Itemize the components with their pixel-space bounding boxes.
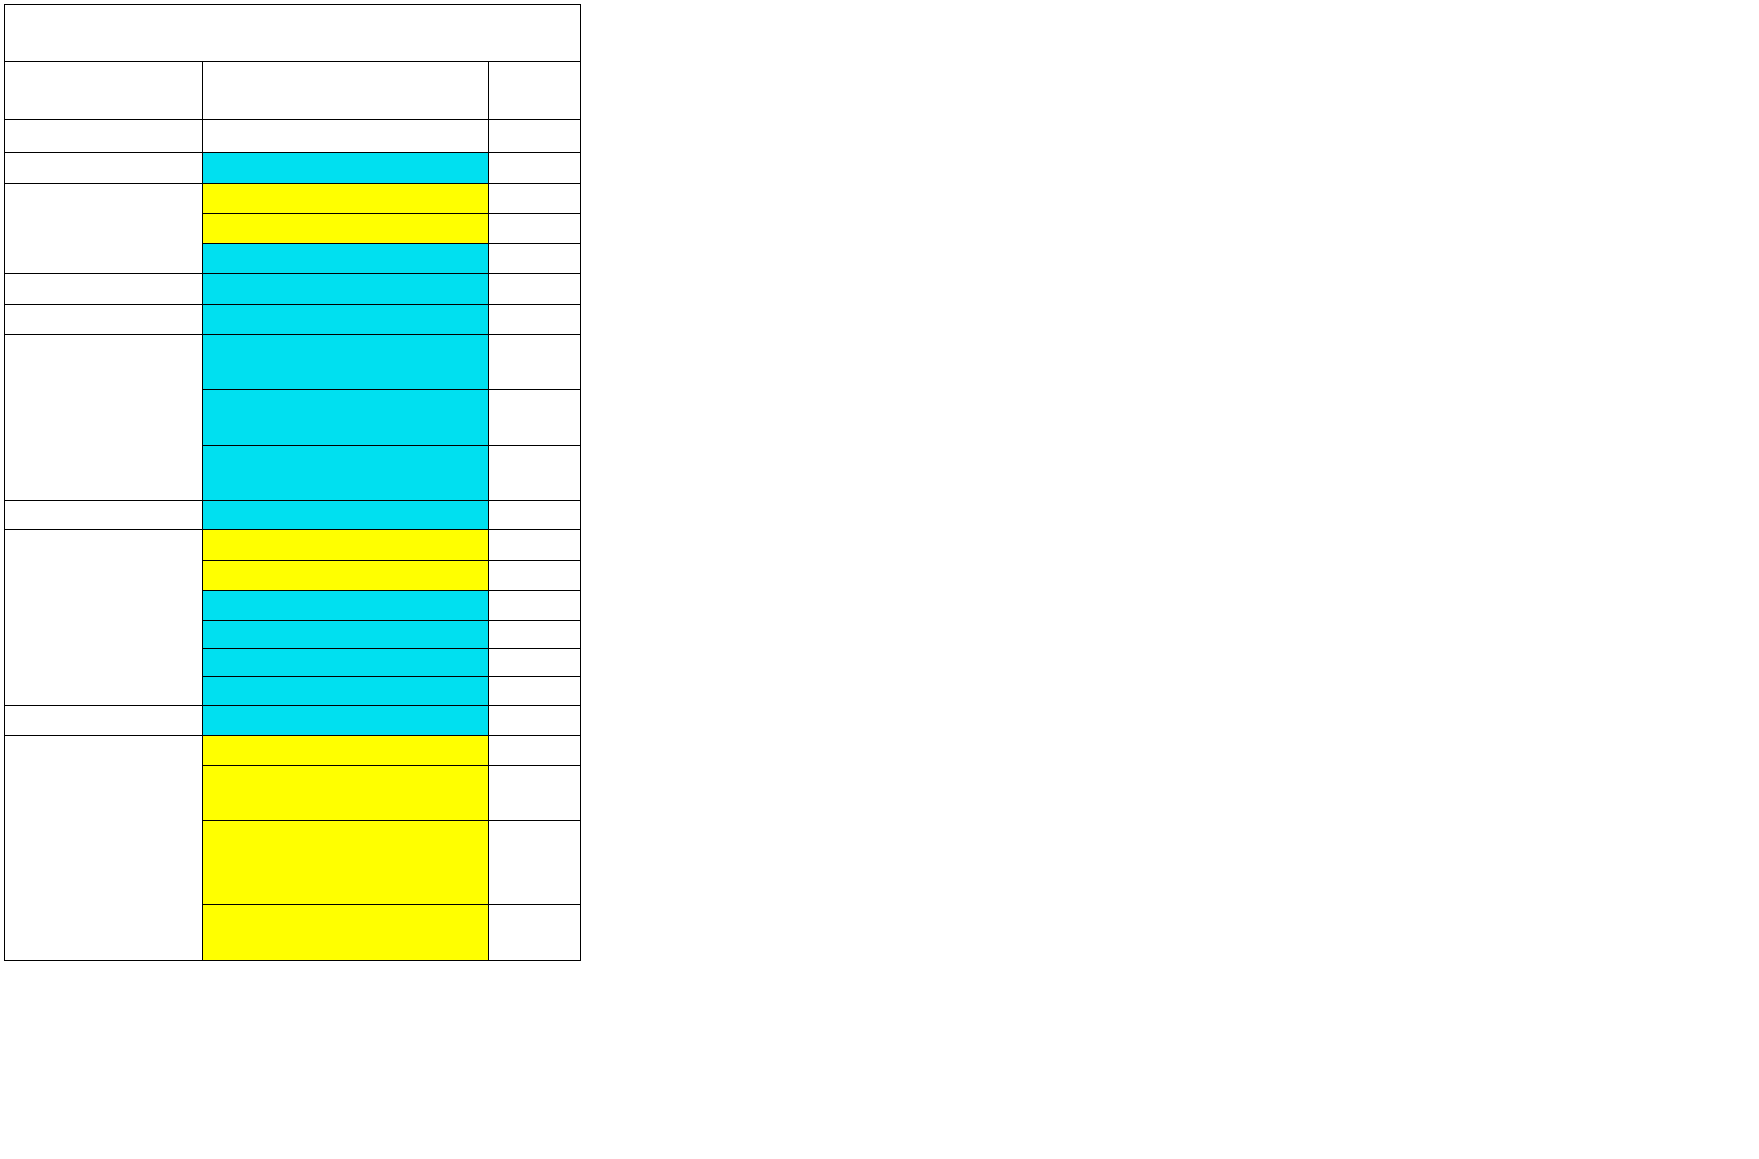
category-cell: [203, 736, 489, 766]
category-cell: [203, 390, 489, 446]
weight-cell: [489, 736, 581, 766]
weight-cell: [489, 305, 581, 335]
weight-cell: [489, 446, 581, 501]
theme-cell: [5, 335, 203, 501]
category-cell: [203, 244, 489, 274]
theme-cell: [5, 153, 203, 184]
table-row: [5, 736, 581, 766]
weight-cell: [489, 821, 581, 905]
category-cell: [203, 905, 489, 961]
weight-cell: [489, 501, 581, 530]
category-cell: [203, 649, 489, 677]
theme-cell: [5, 706, 203, 736]
table-row: [5, 530, 581, 561]
weight-cell: [489, 244, 581, 274]
weight-cell: [489, 766, 581, 821]
col-header-weight: [489, 62, 581, 120]
table-row: [5, 120, 581, 153]
decomposition-table: [4, 4, 581, 961]
table-title: [5, 5, 581, 62]
category-cell: [203, 184, 489, 214]
category-cell: [203, 561, 489, 591]
weight-cell: [489, 677, 581, 706]
weight-cell: [489, 905, 581, 961]
theme-cell: [5, 501, 203, 530]
table-row: [5, 153, 581, 184]
category-cell: [203, 591, 489, 621]
category-cell: [203, 621, 489, 649]
category-cell: [203, 530, 489, 561]
weight-cell: [489, 706, 581, 736]
category-cell: [203, 677, 489, 706]
theme-cell: [5, 530, 203, 706]
theme-cell: [5, 274, 203, 305]
category-cell: [203, 766, 489, 821]
col-header-theme: [5, 62, 203, 120]
col-header-category: [203, 62, 489, 120]
category-cell: [203, 120, 489, 153]
category-cell: [203, 706, 489, 736]
weight-cell: [489, 621, 581, 649]
weight-cell: [489, 335, 581, 390]
weight-cell: [489, 561, 581, 591]
category-cell: [203, 446, 489, 501]
category-cell: [203, 274, 489, 305]
weight-cell: [489, 649, 581, 677]
weight-cell: [489, 390, 581, 446]
table-row: [5, 501, 581, 530]
weight-cell: [489, 184, 581, 214]
category-cell: [203, 335, 489, 390]
category-cell: [203, 821, 489, 905]
weight-cell: [489, 274, 581, 305]
weight-cell: [489, 153, 581, 184]
table-row: [5, 305, 581, 335]
table-row: [5, 274, 581, 305]
category-cell: [203, 305, 489, 335]
table-row: [5, 335, 581, 390]
weight-cell: [489, 591, 581, 621]
category-cell: [203, 501, 489, 530]
table-row: [5, 706, 581, 736]
theme-cell: [5, 736, 203, 961]
weight-cell: [489, 530, 581, 561]
weight-cell: [489, 120, 581, 153]
theme-cell: [5, 120, 203, 153]
weight-cell: [489, 214, 581, 244]
theme-cell: [5, 184, 203, 274]
category-cell: [203, 153, 489, 184]
theme-cell: [5, 305, 203, 335]
table-row: [5, 184, 581, 214]
category-cell: [203, 214, 489, 244]
